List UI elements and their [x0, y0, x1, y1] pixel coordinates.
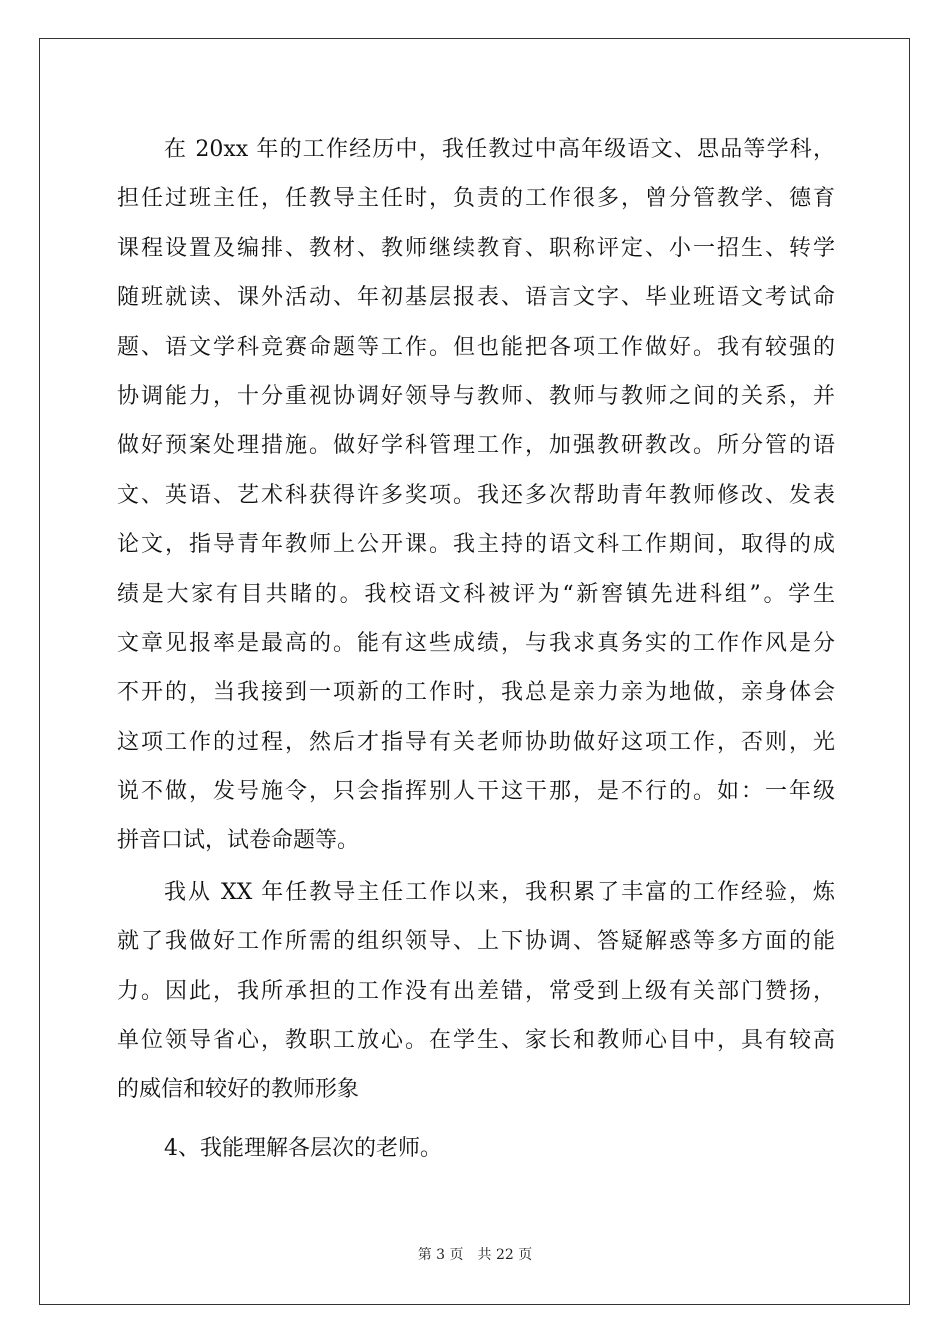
text-line: 在 20xx 年的工作经历中，我任教过中高年级语文、思品等学科，	[164, 137, 836, 162]
paragraph-2	[117, 868, 835, 1115]
text-line: 单位领导省心，教职工放心。在学生、家长和教师心目中，具有较高	[117, 1028, 835, 1054]
text-line: 题、语文学科竞赛命题等工作。但也能把各项工作做好。我有较强的	[117, 334, 835, 360]
text-line: 这项工作的过程，然后才指导有关老师协助做好这项工作，否则，光	[117, 729, 835, 755]
text-line: 做好预案处理措施。做好学科管理工作，加强教研教改。所分管的语	[117, 433, 835, 459]
text-line: 随班就读、课外活动、年初基层报表、语言文字、毕业班语文考试命	[117, 285, 835, 311]
text-line: 我从 XX 年任教导主任工作以来，我积累了丰富的工作经验，炼	[164, 879, 835, 905]
text-line: 不开的，当我接到一项新的工作时，我总是亲力亲为地做，亲身体会	[117, 680, 835, 706]
text-line: 文章见报率是最高的。能有这些成绩，与我求真务实的工作作风是分	[117, 630, 835, 656]
page-number-footer: 第 3 页 共 22 页	[417, 1247, 533, 1263]
text-line: 协调能力，十分重视协调好领导与教师、教师与教师之间的关系，并	[117, 383, 835, 409]
text-line: 就了我做好工作所需的组织领导、上下协调、答疑解惑等多方面的能	[117, 929, 835, 955]
paragraph-3	[117, 1124, 835, 1173]
text-line: 的威信和较好的教师形象	[117, 1077, 360, 1103]
paragraph-1	[117, 125, 835, 866]
text-line: 说不做，发号施令，只会指挥别人干这干那，是不行的。如：一年级	[117, 779, 835, 805]
text-line: 拼音口试，试卷命题等。	[117, 828, 360, 854]
text-line: 担任过班主任，任教导主任时，负责的工作很多，曾分管教学、德育	[117, 186, 835, 212]
text-line: 4、我能理解各层次的老师。	[164, 1135, 442, 1161]
text-line: 文、英语、艺术科获得许多奖项。我还多次帮助青年教师修改、发表	[117, 482, 835, 508]
text-line: 课程设置及编排、教材、教师继续教育、职称评定、小一招生、转学	[117, 235, 835, 261]
text-line: 力。因此，我所承担的工作没有出差错，常受到上级有关部门赞扬，	[117, 978, 835, 1004]
text-line: 绩是大家有目共睹的。我校语文科被评为“新窖镇先进科组”。学生	[117, 581, 835, 607]
document-body	[117, 125, 835, 1173]
text-line: 论文，指导青年教师上公开课。我主持的语文科工作期间，取得的成	[117, 532, 835, 558]
